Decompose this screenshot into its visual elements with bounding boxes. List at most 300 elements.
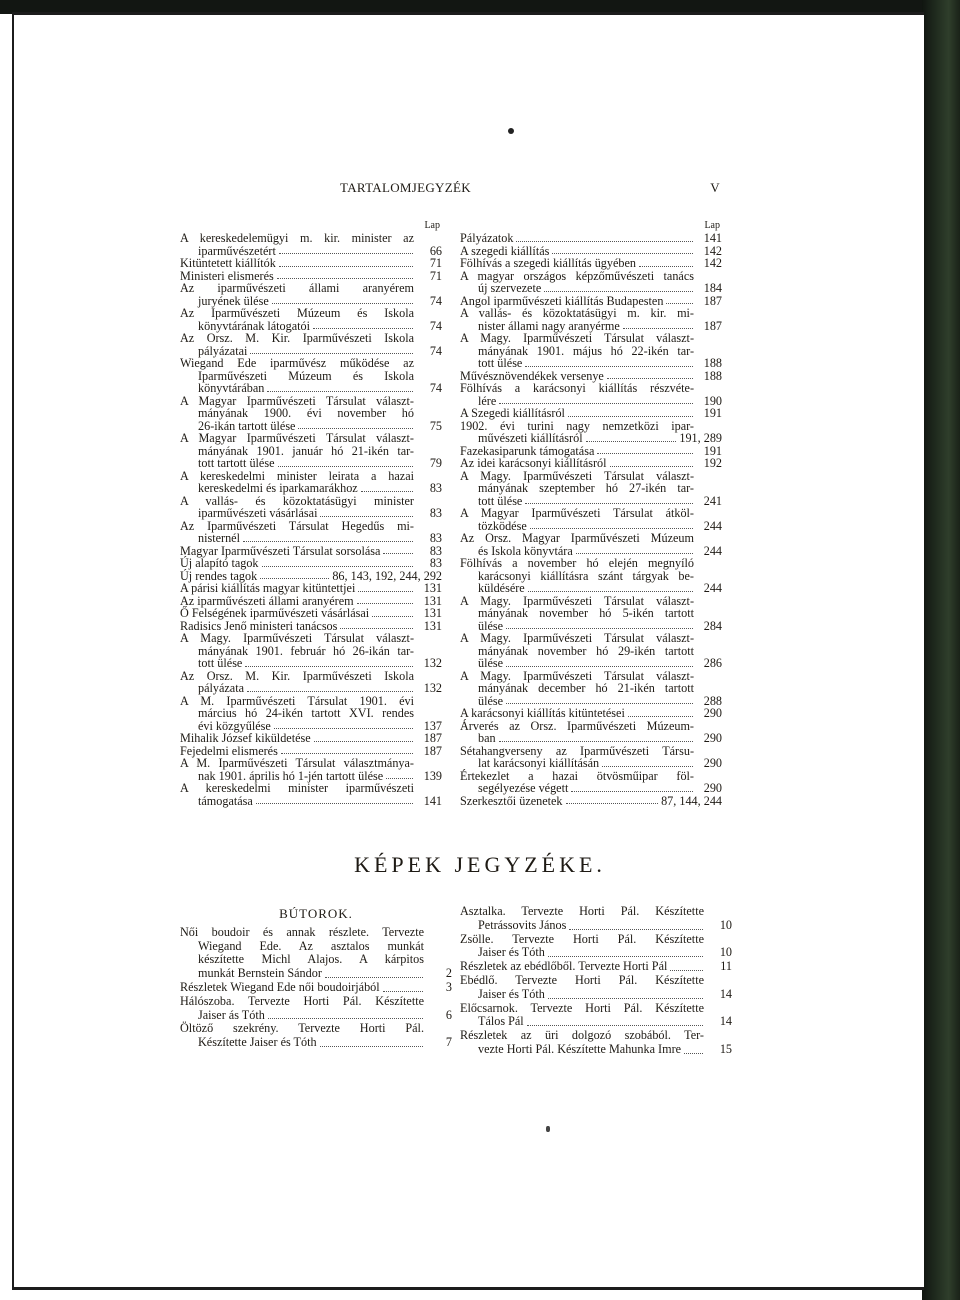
- entry-page-number: 139: [423, 768, 442, 783]
- entry-text: A szegedi kiállítás: [460, 243, 550, 258]
- entry-text: könyvtárának látogatói: [198, 318, 311, 333]
- dot-leader: [383, 553, 413, 554]
- entry-text: lére: [478, 393, 497, 408]
- entry-text: mányának november hó 29-ikén tartott: [478, 643, 694, 658]
- entry-page-number: 132: [423, 656, 442, 670]
- dot-leader: [607, 378, 693, 379]
- entry-page-number: 131: [423, 618, 442, 633]
- entry-text: Az Orsz. M. Kir. Iparművészeti Iskola: [180, 668, 414, 683]
- entry-page-number: 7: [445, 1035, 452, 1050]
- toc-entry: [180, 632, 442, 670]
- toc-column-right: [460, 220, 722, 807]
- toc-entry: [460, 270, 722, 295]
- entry-text: vezte Horti Pál. Készítette Mahunka Imre: [478, 1041, 682, 1056]
- dot-leader: [506, 628, 693, 629]
- entry-text: Petrássovits János: [478, 917, 567, 932]
- book-cover-spine-edge: [922, 0, 960, 1300]
- dot-leader: [639, 266, 693, 267]
- dot-leader: [569, 929, 703, 930]
- entry-text: Wiegand Ede iparművész működése az: [180, 356, 414, 370]
- entry-text: könyvtárában: [198, 381, 265, 395]
- dot-leader: [320, 516, 413, 517]
- entry-page-number: 75: [429, 418, 442, 433]
- entry-page-number: 74: [429, 381, 442, 395]
- pictures-list-left: [180, 926, 452, 1050]
- entry-text: mányának 1901. február hó 26-ikán tar-: [198, 643, 414, 658]
- toc-entry: [460, 1002, 732, 1030]
- toc-entry: [460, 557, 722, 595]
- toc-entry: [180, 495, 442, 520]
- entry-text: Angol iparművészeti kiállítás Budapesten: [460, 293, 664, 308]
- entry-text: juryének ülése: [198, 293, 269, 308]
- entry-text: Szerkesztői üzenetek: [460, 793, 563, 808]
- dot-leader: [358, 591, 413, 592]
- dot-leader: [256, 803, 413, 804]
- toc-entry: [180, 432, 442, 470]
- toc-column-left: [180, 220, 442, 807]
- toc-entry: [460, 232, 722, 245]
- dot-leader: [281, 753, 413, 754]
- entry-text: Művésznövendékek versenye: [460, 368, 604, 383]
- entry-text: A kereskedelmi minister leirata a hazai: [180, 468, 414, 483]
- dot-leader: [279, 253, 413, 254]
- entry-text: Iparművészeti Múzeum és Iskola: [198, 368, 414, 383]
- entry-text: Készítette Jaiser és Tóth: [198, 1035, 317, 1050]
- entry-text: Jaiser és Tóth: [478, 945, 545, 960]
- entry-page-number: 187: [703, 318, 722, 333]
- toc-entry: [180, 695, 442, 733]
- dot-leader: [597, 453, 693, 454]
- pictures-list-right: [460, 905, 732, 1057]
- dot-leader: [623, 328, 693, 329]
- entry-page-number: 11: [720, 959, 732, 974]
- dot-leader: [571, 791, 693, 792]
- entry-text: Zsölle. Tervezte Horti Pál. Készítette: [460, 931, 704, 946]
- entry-page-number: 87, 144, 244: [661, 793, 722, 808]
- entry-text: nister állami nagy aranyérme: [478, 318, 620, 333]
- entry-text: Ebédlő. Tervezte Horti Pál. Készítette: [460, 972, 704, 987]
- toc-entry: [460, 595, 722, 633]
- dot-leader: [576, 553, 693, 554]
- toc-entry: [460, 933, 732, 961]
- dot-leader: [670, 970, 703, 971]
- toc-entry: [460, 960, 732, 974]
- entry-text: A vallás- és közoktatásügyi minister: [180, 493, 414, 508]
- toc-entry: [460, 457, 722, 470]
- entry-page-number: 83: [429, 481, 442, 495]
- entry-text: pályázata: [198, 681, 245, 695]
- entry-page-number: 79: [429, 456, 442, 470]
- dot-leader: [279, 266, 413, 267]
- entry-page-number: 244: [703, 543, 722, 558]
- entry-page-number: 86, 143, 192, 244, 292: [332, 568, 442, 583]
- entry-text: Magyar Iparművészeti Társulat sorsolása: [180, 543, 381, 558]
- entry-text: küldésére: [478, 581, 525, 595]
- toc-entry: [460, 795, 722, 808]
- entry-text: mányának szeptember hó 27-ikén tar-: [478, 481, 694, 495]
- dot-leader: [528, 591, 693, 592]
- entry-page-number: 191, 289: [679, 431, 722, 445]
- entry-text: Az Orsz. Magyar Iparművészeti Múzeum: [460, 531, 694, 545]
- dot-leader: [298, 428, 413, 429]
- toc-entry: [180, 332, 442, 357]
- dot-leader: [628, 716, 693, 717]
- entry-page-number: 188: [703, 368, 722, 383]
- dot-leader: [340, 628, 413, 629]
- toc-entry: [460, 974, 732, 1002]
- toc-entry: [180, 1022, 452, 1050]
- dot-leader: [247, 691, 413, 692]
- entry-text: lat karácsonyi kiállításán: [478, 756, 600, 770]
- entry-text: pályázatai: [198, 343, 248, 358]
- toc-entry: [460, 382, 722, 407]
- entry-text: A kereskedelemügyi m. kir. minister az: [180, 231, 414, 245]
- entry-text: A Magy. Iparművészeti Társulat választ-: [460, 468, 694, 483]
- entry-text: támogatása: [198, 793, 253, 808]
- entry-page-number: 74: [429, 343, 442, 358]
- entry-page-number: 15: [719, 1041, 732, 1056]
- entry-text: Értekezlet a hazai ötvösműipar föl-: [460, 768, 694, 783]
- entry-text: készítette Michl Alajos. A kárpitos: [198, 952, 424, 967]
- dot-leader: [552, 253, 693, 254]
- dot-leader: [525, 366, 693, 367]
- entry-page-number: 141: [423, 793, 442, 808]
- dot-leader: [260, 578, 329, 579]
- entry-page-number: 290: [703, 706, 722, 720]
- running-head: [170, 180, 730, 200]
- entry-text: tott ülése: [478, 493, 523, 508]
- entry-text: és Iskola könyvtára: [478, 543, 573, 558]
- entry-text: mányának december hó 21-ikén tartott: [478, 681, 694, 695]
- entry-page-number: 284: [703, 618, 722, 633]
- entry-page-number: 71: [429, 268, 442, 283]
- dot-leader: [325, 977, 423, 978]
- entry-text: Részletek az ebédlőből. Tervezte Horti Pál: [460, 959, 668, 974]
- page-column-label: Lap: [424, 220, 440, 231]
- toc-entry: [460, 532, 722, 557]
- entry-text: Új rendes tagok: [180, 568, 258, 583]
- entry-text: A párisi kiállítás magyar kitüntettjei: [180, 581, 356, 595]
- entry-page-number: 131: [423, 606, 442, 620]
- toc-entry: [180, 395, 442, 433]
- page-number: V: [710, 180, 720, 195]
- entry-text: mányának 1901. május hó 22-ikén tar-: [478, 343, 694, 358]
- dot-leader: [262, 566, 413, 567]
- entry-text: A Szegedi kiállításról: [460, 406, 565, 420]
- toc-entry: [460, 420, 722, 445]
- entry-text: A Magy. Iparművészeti Társulat választ-: [460, 593, 694, 608]
- entry-page-number: 192: [703, 456, 722, 470]
- entry-text: Radisics Jenő ministeri tanácsos: [180, 618, 338, 633]
- entry-text: A M. Iparművészeti Társulat 1901. évi: [180, 693, 414, 708]
- toc-entry: [460, 632, 722, 670]
- dot-leader: [568, 416, 693, 417]
- entry-page-number: 290: [703, 781, 722, 795]
- dot-leader: [530, 528, 693, 529]
- entry-text: A vallás- és közoktatásügyi m. kir. mi-: [460, 306, 694, 320]
- toc-entry: [180, 607, 442, 620]
- entry-text: 26-ikán tartott ülése: [198, 418, 296, 433]
- entry-text: karácsonyi kiállításra szánt tárgyak be-: [478, 568, 694, 583]
- entry-text: A Magyar Iparművészeti Társulat választ-: [180, 393, 414, 408]
- entry-text: ülése: [478, 618, 504, 633]
- entry-text: Jaiser és Tóth: [478, 986, 545, 1001]
- entry-text: Asztalka. Tervezte Horti Pál. Készítette: [460, 904, 704, 918]
- entry-page-number: 184: [703, 281, 722, 295]
- dot-leader: [566, 803, 659, 804]
- entry-text: A Magyar Iparművészeti Társulat átköl-: [460, 506, 694, 520]
- entry-text: tözködése: [478, 518, 527, 533]
- entry-page-number: 290: [703, 756, 722, 770]
- entry-text: Új alapító tagok: [180, 556, 259, 570]
- entry-text: tott ülése: [478, 356, 523, 370]
- entry-text: Hálószoba. Tervezte Horti Pál. Készítette: [180, 993, 424, 1008]
- entry-text: Az idei karácsonyi kiállításról: [460, 456, 607, 470]
- ink-dot: [508, 128, 514, 134]
- entry-text: Kitüntetett kiállítók: [180, 256, 276, 270]
- entry-text: Árverés az Orsz. Iparművészeti Múzeum-: [460, 718, 694, 733]
- entry-page-number: 187: [423, 743, 442, 758]
- dot-leader: [499, 741, 693, 742]
- dot-leader: [499, 403, 693, 404]
- entry-text: Jaiser ás Tóth: [198, 1007, 265, 1022]
- entry-page-number: 83: [429, 556, 442, 570]
- page-title: TARTALOMJEGYZÉK: [340, 180, 471, 195]
- entry-page-number: 244: [703, 518, 722, 533]
- toc-entry: [180, 981, 452, 995]
- entry-page-number: 187: [423, 731, 442, 745]
- toc-entry: [460, 1029, 732, 1057]
- toc-entry: [180, 282, 442, 307]
- entry-page-number: 137: [423, 718, 442, 733]
- dot-leader: [267, 391, 413, 392]
- dot-leader: [314, 741, 413, 742]
- dot-leader: [372, 616, 413, 617]
- entry-page-number: 142: [703, 256, 722, 270]
- entry-text: Az iparművészeti állami aranyérem: [180, 593, 354, 608]
- entry-page-number: 290: [703, 731, 722, 745]
- entry-page-number: 288: [703, 693, 722, 708]
- entry-text: nak 1901. április hó 1-jén tartott ülése: [198, 768, 384, 783]
- toc-entry: [180, 782, 442, 807]
- toc-entry: [180, 926, 452, 981]
- entry-text: Fejedelmi elismerés: [180, 743, 278, 758]
- entry-text: Sétahangverseny az Iparművészeti Társu-: [460, 743, 694, 758]
- entry-text: A karácsonyi kiállítás kitüntetései: [460, 706, 625, 720]
- entry-page-number: 10: [719, 945, 732, 960]
- ink-speck: [546, 1126, 550, 1132]
- entry-text: Öltöző szekrény. Tervezte Horti Pál.: [180, 1021, 424, 1036]
- entry-page-number: 191: [703, 443, 722, 458]
- entry-text: A kereskedelmi minister iparművészeti: [180, 781, 414, 795]
- toc-entry: [460, 257, 722, 270]
- dot-leader: [278, 466, 414, 467]
- entry-text: mányának 1901. január hó 21-ikén tar-: [198, 443, 414, 458]
- dot-leader: [586, 441, 677, 442]
- entry-text: A magyar országos képzőművészeti tanács: [460, 268, 694, 283]
- dot-leader: [516, 241, 693, 242]
- entry-page-number: 244: [703, 581, 722, 595]
- pictures-column-left: [180, 905, 452, 1050]
- dot-leader: [313, 328, 413, 329]
- subsection-title: BÚTOROK.: [279, 906, 353, 921]
- toc-entry: [460, 332, 722, 370]
- entry-text: évi közgyűlése: [198, 718, 271, 733]
- toc-list-right: [460, 232, 722, 807]
- toc-entry: [460, 905, 732, 933]
- entry-text: ülése: [478, 656, 504, 670]
- entry-text: Fölhívás a november hó elején megnyíló: [460, 556, 694, 570]
- entry-page-number: 83: [429, 531, 442, 545]
- entry-text: új szervezete: [478, 281, 542, 295]
- dot-leader: [386, 778, 413, 779]
- entry-text: mányának 1900. évi november hó: [198, 406, 414, 420]
- toc-entry: [460, 770, 722, 795]
- dot-leader: [320, 1046, 423, 1047]
- entry-page-number: 10: [719, 917, 732, 932]
- entry-text: Női boudoir és annak részlete. Tervezte: [180, 924, 424, 939]
- dot-leader: [357, 603, 413, 604]
- dot-leader: [268, 1018, 423, 1019]
- entry-text: Az Iparművészeti Társulat Hegedűs mi-: [180, 518, 414, 533]
- entry-text: Mihalik József kiküldetése: [180, 731, 311, 745]
- entry-text: Előcsarnok. Tervezte Horti Pál. Készítette: [460, 1000, 704, 1015]
- entry-page-number: 132: [423, 681, 442, 695]
- entry-text: Tálos Pál: [478, 1014, 524, 1029]
- entry-text: A Magy. Iparművészeti Társulat választ-: [460, 631, 694, 645]
- entry-text: tott ülése: [198, 656, 243, 670]
- entry-text: tott tartott ülése: [198, 456, 275, 470]
- dot-leader: [548, 998, 703, 999]
- dot-leader: [506, 666, 693, 667]
- dot-leader: [243, 541, 413, 542]
- dot-leader: [610, 466, 693, 467]
- entry-text: segélyezése végett: [478, 781, 569, 795]
- dot-leader: [666, 303, 693, 304]
- entry-page-number: 191: [703, 406, 722, 420]
- toc-entry: [180, 995, 452, 1023]
- entry-page-number: 83: [429, 543, 442, 558]
- entry-text: Az Orsz. M. Kir. Iparművészeti Iskola: [180, 331, 414, 345]
- dot-leader: [548, 956, 703, 957]
- toc-entry: [460, 720, 722, 745]
- dot-leader: [544, 291, 693, 292]
- entry-text: iparművészetért: [198, 243, 276, 258]
- entry-page-number: 14: [719, 1014, 732, 1029]
- entry-text: A M. Iparművészeti Társulat választmánya-: [180, 756, 414, 770]
- entry-text: A Magy. Iparművészeti Társulat választ-: [460, 331, 694, 345]
- entry-page-number: 74: [429, 293, 442, 308]
- entry-page-number: 131: [423, 581, 442, 595]
- toc-entry: [180, 757, 442, 782]
- entry-page-number: 3: [445, 979, 452, 994]
- entry-page-number: 2: [445, 966, 452, 981]
- pictures-column-right: [460, 905, 732, 1057]
- dot-leader: [272, 303, 413, 304]
- entry-text: mányának november hó 5-ikén tartott: [478, 606, 694, 620]
- dot-leader: [525, 503, 693, 504]
- toc-entry: [180, 670, 442, 695]
- toc-list-left: [180, 232, 442, 807]
- toc-entry: [460, 707, 722, 720]
- dot-leader: [245, 666, 413, 667]
- dot-leader: [361, 491, 413, 492]
- entry-text: Pályázatok: [460, 231, 514, 245]
- page-column-label: Lap: [704, 220, 720, 231]
- section-title: KÉPEK JEGYZÉKE.: [354, 852, 606, 877]
- toc-entry: [460, 507, 722, 532]
- entry-text: kereskedelmi és iparkamarákhoz: [198, 481, 358, 495]
- toc-entry: [180, 232, 442, 257]
- entry-page-number: 66: [429, 243, 442, 258]
- toc-entry: [180, 582, 442, 595]
- dot-leader: [527, 1025, 703, 1026]
- toc-entry: [180, 520, 442, 545]
- entry-text: A Magy. Iparművészeti Társulat választ-: [180, 631, 414, 645]
- entry-text: iparművészeti vásárlásai: [198, 506, 318, 520]
- entry-text: A Magyar Iparművészeti Társulat választ-: [180, 431, 414, 445]
- entry-page-number: 188: [703, 356, 722, 370]
- dot-leader: [274, 728, 413, 729]
- toc-entry: [180, 557, 442, 570]
- entry-text: Az Iparművészeti Múzeum és Iskola: [180, 306, 414, 320]
- toc-entry: [460, 745, 722, 770]
- entry-page-number: 71: [429, 256, 442, 270]
- toc-entry: [460, 470, 722, 508]
- entry-text: Ő Felségének iparművészeti vásárlásai: [180, 606, 370, 620]
- toc-entry: [180, 357, 442, 395]
- entry-text: nisternél: [198, 531, 240, 545]
- dot-leader: [250, 353, 413, 354]
- entry-page-number: 142: [703, 243, 722, 258]
- entry-text: Fazekasiparunk támogatása: [460, 443, 595, 458]
- entry-page-number: 141: [703, 231, 722, 245]
- entry-text: művészeti kiállításról: [478, 431, 583, 445]
- dot-leader: [684, 1053, 703, 1054]
- entry-page-number: 83: [429, 506, 442, 520]
- toc-entry: [180, 257, 442, 270]
- entry-page-number: 6: [445, 1007, 452, 1022]
- entry-text: Fölhívás a szegedi kiállítás ügyében: [460, 256, 636, 270]
- entry-page-number: 286: [703, 656, 722, 670]
- entry-text: Ministeri elismerés: [180, 268, 274, 283]
- entry-text: A Magy. Iparművészeti Társulat választ-: [460, 668, 694, 683]
- toc-entry: [460, 670, 722, 708]
- toc-entry: [460, 307, 722, 332]
- entry-page-number: 14: [719, 986, 732, 1001]
- entry-page-number: 187: [703, 293, 722, 308]
- toc-entry: [180, 470, 442, 495]
- entry-page-number: 190: [703, 393, 722, 408]
- entry-page-number: 74: [429, 318, 442, 333]
- entry-text: Wiegand Ede. Az asztalos munkát: [198, 938, 424, 953]
- entry-text: Fölhívás a karácsonyi kiállítás részvéte-: [460, 381, 694, 395]
- dot-leader: [277, 278, 413, 279]
- entry-text: Részletek Wiegand Ede női boudoirjából: [180, 979, 380, 994]
- entry-page-number: 241: [703, 493, 722, 508]
- entry-text: Részletek az üri dolgozó szobából. Ter-: [460, 1028, 704, 1043]
- toc-entry: [180, 307, 442, 332]
- entry-text: március hó 24-ikén tartott XVI. rendes: [198, 706, 414, 720]
- entry-page-number: 131: [423, 593, 442, 608]
- dot-leader: [506, 703, 693, 704]
- entry-text: ban: [478, 731, 496, 745]
- dot-leader: [602, 766, 693, 767]
- entry-text: munkát Bernstein Sándor: [198, 966, 322, 981]
- toc-entry: [180, 732, 442, 745]
- toc-entry: [460, 407, 722, 420]
- entry-text: 1902. évi turini nagy nemzetközi ipar-: [460, 418, 694, 433]
